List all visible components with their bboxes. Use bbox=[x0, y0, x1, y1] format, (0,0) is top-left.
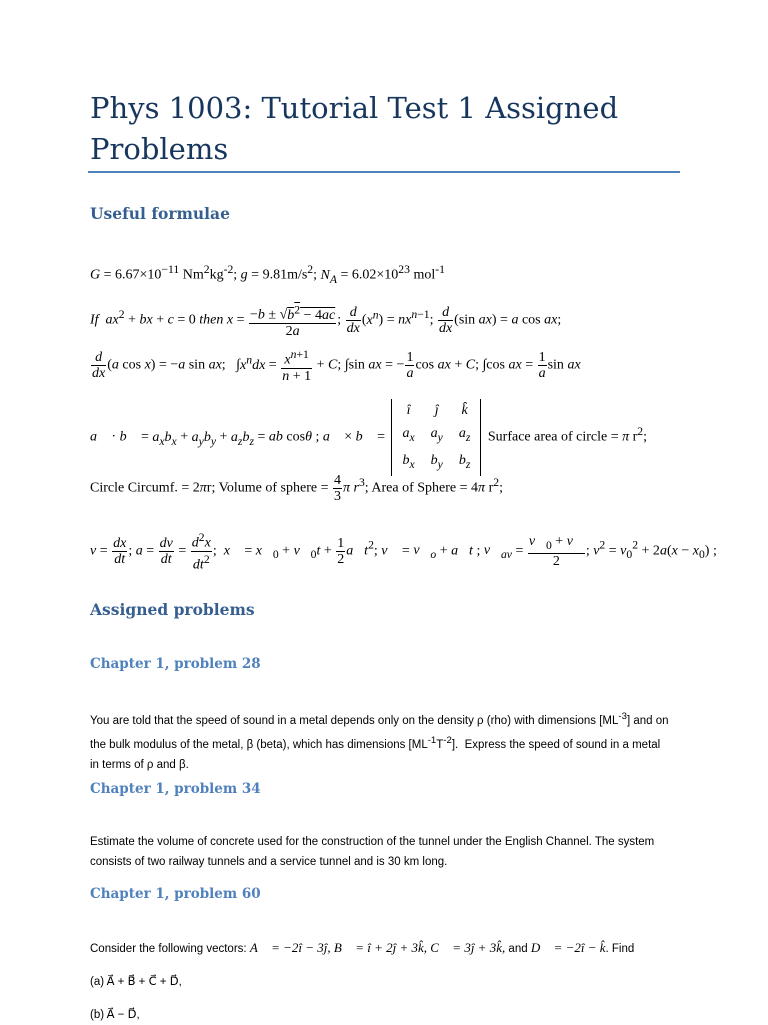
title-rule bbox=[88, 171, 680, 173]
formula-integrals: $\frac{d}{dx}$ (a cos x) = −a sin ax; $\int x^ndx$ = $\frac{x^{n+1}}{n + 1}$ + C; ∫sin ax = − $\frac{1}{a}$ cos ax + C; ∫cos ax = $\frac{1}{a}$ sin ax bbox=[92, 348, 581, 384]
problem-heading: Chapter 1, problem 60 bbox=[90, 886, 261, 902]
problem-part: (a) A⃗ + B⃗ + C⃗ + D⃗, bbox=[90, 976, 182, 988]
problem-heading: Chapter 1, problem 28 bbox=[90, 656, 261, 672]
problem-heading: Chapter 1, problem 34 bbox=[90, 781, 261, 797]
cross-product-determinant: î ĵ k̂ $a_x$ $a_y$ $a_z$ $b_x$ $b_y$ $b_z$ bbox=[391, 399, 481, 476]
formula-quadratic-derivatives: If $ax^2$ + bx + c = 0 then x = $\frac{-b \pm √b^2 - 4ac}{2a}$ ; $\frac{d}{dx}$ $(x^n) = nx^{n-1}$; $\frac{d}{dx}$ (sin ax) = a cos ax; bbox=[90, 303, 562, 339]
problem-part: (b) A⃗ − D⃗, bbox=[90, 1009, 140, 1021]
page-title: Phys 1003: Tutorial Test 1 Assigned Problems bbox=[90, 91, 619, 166]
formula-geometry: Circle Circumf. = 2πr; Volume of sphere = $\frac{4}{3}$ π $r^3$; Area of Sphere = 4π $r^2$; bbox=[90, 473, 503, 504]
useful-formulae-heading: Useful formulae bbox=[90, 204, 230, 223]
problem-text: You are told that the speed of sound in a metal depends only on the density ρ (rho) with dimensions $[ML^{-3}]$ and on the bulk modulus of the metal, β (beta), which has dimensions $[ML^{-1}T^{-2}]$. Express the speed of sound in a metal in terms of ρ and β. bbox=[90, 711, 669, 771]
problem-text: Estimate the volume of concrete used for the construction of the tunnel under the English Channel. The system consists of two railway tunnels and a service tunnel and is 30 km long. bbox=[90, 836, 655, 868]
assigned-problems-heading: Assigned problems bbox=[90, 600, 255, 619]
formula-kinematics: v = $\frac{dx}{dt}$ ; a = $\frac{dv}{dt}$ = $\frac{d^2x}{dt^2}$ ; x⃗ = $x⃗_0$ + $v⃗_0t$ + $\frac{1}{2}$ $a⃗t^2$; v⃗ = $v⃗_o$ + a⃗t ; $v⃗_{av}$ = $\frac{v⃗_0 + v⃗}{2}$ ; $v^2 = v_0^2 + 2a(x - x_0)$ ; bbox=[90, 531, 717, 573]
problem-text: Consider the following vectors: A⃗ = −2î − 3ĵ, B⃗ = î + 2ĵ + 3k̂, C⃗ = 3ĵ + 3k̂, and D⃗ = −2î − k̂. Find bbox=[90, 940, 635, 955]
formula-constants: $G = 6.67\times 10^{-11}$ $Nm^2kg^{-2}$; $g = 9.81m/s^2$; $N_A = 6.02\times 10^{23}$ mol$^{-1}$ bbox=[90, 263, 445, 286]
formula-vectors: a⃗ · b⃗ = $a_xb_x + a_yb_y + a_zb_z$ = ab cosθ ; a⃗ × b⃗ = î ĵ k̂ $a_x$ $a_y$ $a_z$ $b_x$ $b_y$ $b_z$ Surface area of circle = π $r^2$; bbox=[90, 399, 647, 476]
